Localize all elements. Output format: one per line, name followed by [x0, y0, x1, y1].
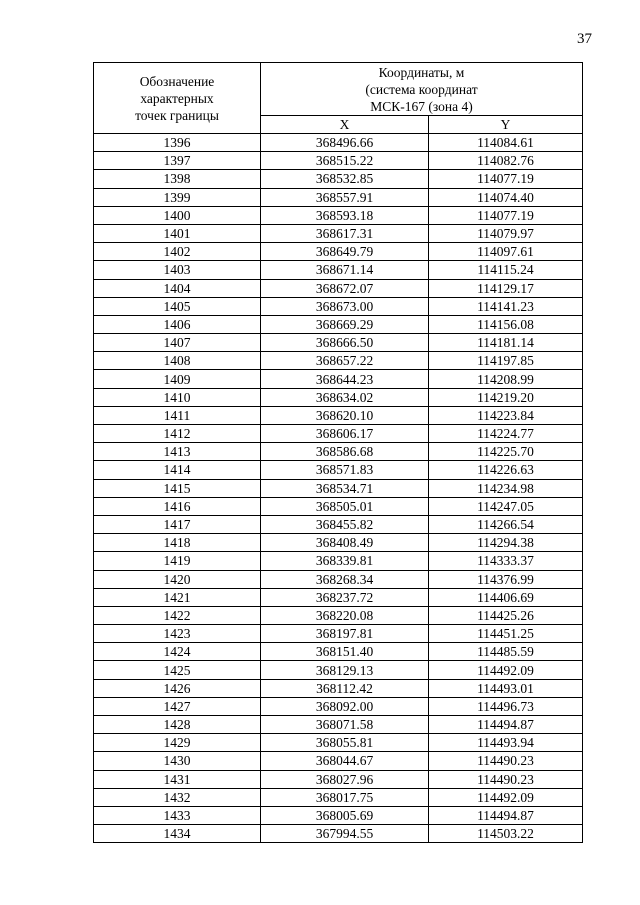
y-coordinate-cell: 114492.09 [429, 788, 583, 806]
y-coordinate-cell: 114115.24 [429, 261, 583, 279]
y-coordinate-cell: 114082.76 [429, 152, 583, 170]
point-id-cell: 1419 [94, 552, 261, 570]
table-header [94, 63, 583, 134]
point-id-cell: 1401 [94, 224, 261, 242]
table-row [94, 752, 583, 770]
point-id-cell: 1407 [94, 334, 261, 352]
y-coordinate-cell: 114490.23 [429, 770, 583, 788]
point-label-line-3: точек границы [135, 107, 219, 123]
y-column-header: Y [429, 116, 583, 134]
table-row [94, 315, 583, 333]
point-id-cell: 1425 [94, 661, 261, 679]
x-coordinate-cell: 368071.58 [261, 716, 429, 734]
point-id-cell: 1403 [94, 261, 261, 279]
y-coordinate-cell: 114503.22 [429, 825, 583, 843]
table-row [94, 825, 583, 843]
x-coordinate-cell: 368634.02 [261, 388, 429, 406]
x-coordinate-cell: 367994.55 [261, 825, 429, 843]
y-coordinate-cell: 114226.63 [429, 461, 583, 479]
table-row [94, 188, 583, 206]
point-id-cell: 1400 [94, 206, 261, 224]
y-coordinate-cell: 114197.85 [429, 352, 583, 370]
coords-label-line-3: МСК-167 (зона 4) [370, 98, 473, 114]
coordinates-header [261, 63, 583, 116]
page-number: 37 [577, 31, 592, 47]
x-coordinate-cell: 368586.68 [261, 443, 429, 461]
y-coordinate-cell: 114208.99 [429, 370, 583, 388]
x-coordinate-cell: 368339.81 [261, 552, 429, 570]
point-id-cell: 1424 [94, 643, 261, 661]
point-id-cell: 1413 [94, 443, 261, 461]
table-row [94, 279, 583, 297]
y-coordinate-cell: 114493.94 [429, 734, 583, 752]
table-row [94, 534, 583, 552]
x-coordinate-cell: 368649.79 [261, 243, 429, 261]
y-coordinate-cell: 114225.70 [429, 443, 583, 461]
table-row [94, 643, 583, 661]
y-coordinate-cell: 114077.19 [429, 170, 583, 188]
y-coordinate-cell: 114376.99 [429, 570, 583, 588]
y-coordinate-cell: 114079.97 [429, 224, 583, 242]
point-id-cell: 1406 [94, 315, 261, 333]
table-row [94, 406, 583, 424]
table-row [94, 170, 583, 188]
y-coordinate-cell: 114156.08 [429, 315, 583, 333]
x-coordinate-cell: 368408.49 [261, 534, 429, 552]
table-body [94, 134, 583, 843]
y-coordinate-cell: 114223.84 [429, 406, 583, 424]
coordinates-table [93, 62, 583, 843]
y-coordinate-cell: 114224.77 [429, 425, 583, 443]
x-coordinate-cell: 368197.81 [261, 625, 429, 643]
point-id-cell: 1412 [94, 425, 261, 443]
table-row [94, 134, 583, 152]
point-id-cell: 1408 [94, 352, 261, 370]
y-coordinate-cell: 114494.87 [429, 716, 583, 734]
y-coordinate-cell: 114485.59 [429, 643, 583, 661]
table-row [94, 370, 583, 388]
table-row [94, 243, 583, 261]
x-coordinate-cell: 368455.82 [261, 515, 429, 533]
point-label-line-1: Обозначение [139, 73, 215, 89]
x-coordinate-cell: 368557.91 [261, 188, 429, 206]
x-coordinate-cell: 368129.13 [261, 661, 429, 679]
x-coordinate-cell: 368505.01 [261, 497, 429, 515]
point-id-cell: 1414 [94, 461, 261, 479]
x-coordinate-cell: 368496.66 [261, 134, 429, 152]
x-coordinate-cell: 368268.34 [261, 570, 429, 588]
x-coordinate-cell: 368237.72 [261, 588, 429, 606]
table-row [94, 425, 583, 443]
y-coordinate-cell: 114493.01 [429, 679, 583, 697]
table-row [94, 770, 583, 788]
point-id-cell: 1415 [94, 479, 261, 497]
y-coordinate-cell: 114247.05 [429, 497, 583, 515]
point-id-cell: 1428 [94, 716, 261, 734]
y-coordinate-cell: 114074.40 [429, 188, 583, 206]
table-row [94, 661, 583, 679]
table-row [94, 734, 583, 752]
table-row [94, 515, 583, 533]
y-coordinate-cell: 114333.37 [429, 552, 583, 570]
x-column-header: X [261, 116, 429, 134]
point-id-cell: 1399 [94, 188, 261, 206]
x-coordinate-cell: 368617.31 [261, 224, 429, 242]
y-coordinate-cell: 114129.17 [429, 279, 583, 297]
x-coordinate-cell: 368606.17 [261, 425, 429, 443]
table-row [94, 570, 583, 588]
point-id-cell: 1421 [94, 588, 261, 606]
point-id-cell: 1405 [94, 297, 261, 315]
y-coordinate-cell: 114494.87 [429, 806, 583, 824]
table-row [94, 679, 583, 697]
x-coordinate-cell: 368027.96 [261, 770, 429, 788]
x-coordinate-cell: 368644.23 [261, 370, 429, 388]
y-coordinate-cell: 114451.25 [429, 625, 583, 643]
point-id-cell: 1432 [94, 788, 261, 806]
point-id-cell: 1423 [94, 625, 261, 643]
x-coordinate-cell: 368532.85 [261, 170, 429, 188]
x-coordinate-cell: 368620.10 [261, 406, 429, 424]
table-row [94, 443, 583, 461]
y-coordinate-cell: 114077.19 [429, 206, 583, 224]
x-coordinate-cell: 368672.07 [261, 279, 429, 297]
point-id-cell: 1402 [94, 243, 261, 261]
table-row [94, 352, 583, 370]
table-row [94, 697, 583, 715]
table-row [94, 224, 583, 242]
point-id-cell: 1429 [94, 734, 261, 752]
table-row [94, 806, 583, 824]
point-id-cell: 1417 [94, 515, 261, 533]
point-label-line-2: характерных [140, 90, 214, 106]
y-coordinate-cell: 114084.61 [429, 134, 583, 152]
point-id-cell: 1427 [94, 697, 261, 715]
x-coordinate-cell: 368044.67 [261, 752, 429, 770]
x-coordinate-cell: 368055.81 [261, 734, 429, 752]
x-coordinate-cell: 368151.40 [261, 643, 429, 661]
point-id-cell: 1416 [94, 497, 261, 515]
y-coordinate-cell: 114496.73 [429, 697, 583, 715]
point-id-cell: 1404 [94, 279, 261, 297]
point-id-cell: 1409 [94, 370, 261, 388]
y-coordinate-cell: 114234.98 [429, 479, 583, 497]
x-coordinate-cell: 368671.14 [261, 261, 429, 279]
y-coordinate-cell: 114490.23 [429, 752, 583, 770]
x-coordinate-cell: 368593.18 [261, 206, 429, 224]
point-id-cell: 1396 [94, 134, 261, 152]
table-row [94, 552, 583, 570]
point-id-cell: 1397 [94, 152, 261, 170]
point-id-cell: 1420 [94, 570, 261, 588]
table-row [94, 625, 583, 643]
y-coordinate-cell: 114294.38 [429, 534, 583, 552]
point-id-cell: 1418 [94, 534, 261, 552]
y-coordinate-cell: 114492.09 [429, 661, 583, 679]
y-coordinate-cell: 114406.69 [429, 588, 583, 606]
table-row [94, 716, 583, 734]
table-row [94, 388, 583, 406]
point-id-cell: 1422 [94, 606, 261, 624]
table-row [94, 152, 583, 170]
x-coordinate-cell: 368017.75 [261, 788, 429, 806]
y-coordinate-cell: 114181.14 [429, 334, 583, 352]
coords-label-line-2: (система координат [365, 81, 478, 97]
table-row [94, 297, 583, 315]
x-coordinate-cell: 368669.29 [261, 315, 429, 333]
y-coordinate-cell: 114425.26 [429, 606, 583, 624]
table-row [94, 461, 583, 479]
x-coordinate-cell: 368571.83 [261, 461, 429, 479]
y-coordinate-cell: 114097.61 [429, 243, 583, 261]
point-id-cell: 1433 [94, 806, 261, 824]
table-row [94, 261, 583, 279]
x-coordinate-cell: 368666.50 [261, 334, 429, 352]
coords-label-line-1: Координаты, м [378, 64, 465, 80]
table-row [94, 206, 583, 224]
point-label-header [94, 63, 261, 134]
point-id-cell: 1398 [94, 170, 261, 188]
x-coordinate-cell: 368092.00 [261, 697, 429, 715]
x-coordinate-cell: 368005.69 [261, 806, 429, 824]
point-id-cell: 1431 [94, 770, 261, 788]
table-row [94, 334, 583, 352]
x-coordinate-cell: 368673.00 [261, 297, 429, 315]
point-id-cell: 1410 [94, 388, 261, 406]
table-row [94, 497, 583, 515]
x-coordinate-cell: 368515.22 [261, 152, 429, 170]
table-row [94, 588, 583, 606]
point-id-cell: 1426 [94, 679, 261, 697]
y-coordinate-cell: 114141.23 [429, 297, 583, 315]
point-id-cell: 1434 [94, 825, 261, 843]
x-coordinate-cell: 368220.08 [261, 606, 429, 624]
x-coordinate-cell: 368657.22 [261, 352, 429, 370]
table-row [94, 606, 583, 624]
y-coordinate-cell: 114266.54 [429, 515, 583, 533]
point-id-cell: 1430 [94, 752, 261, 770]
x-coordinate-cell: 368112.42 [261, 679, 429, 697]
point-id-cell: 1411 [94, 406, 261, 424]
table-row [94, 788, 583, 806]
table-row [94, 479, 583, 497]
x-coordinate-cell: 368534.71 [261, 479, 429, 497]
y-coordinate-cell: 114219.20 [429, 388, 583, 406]
